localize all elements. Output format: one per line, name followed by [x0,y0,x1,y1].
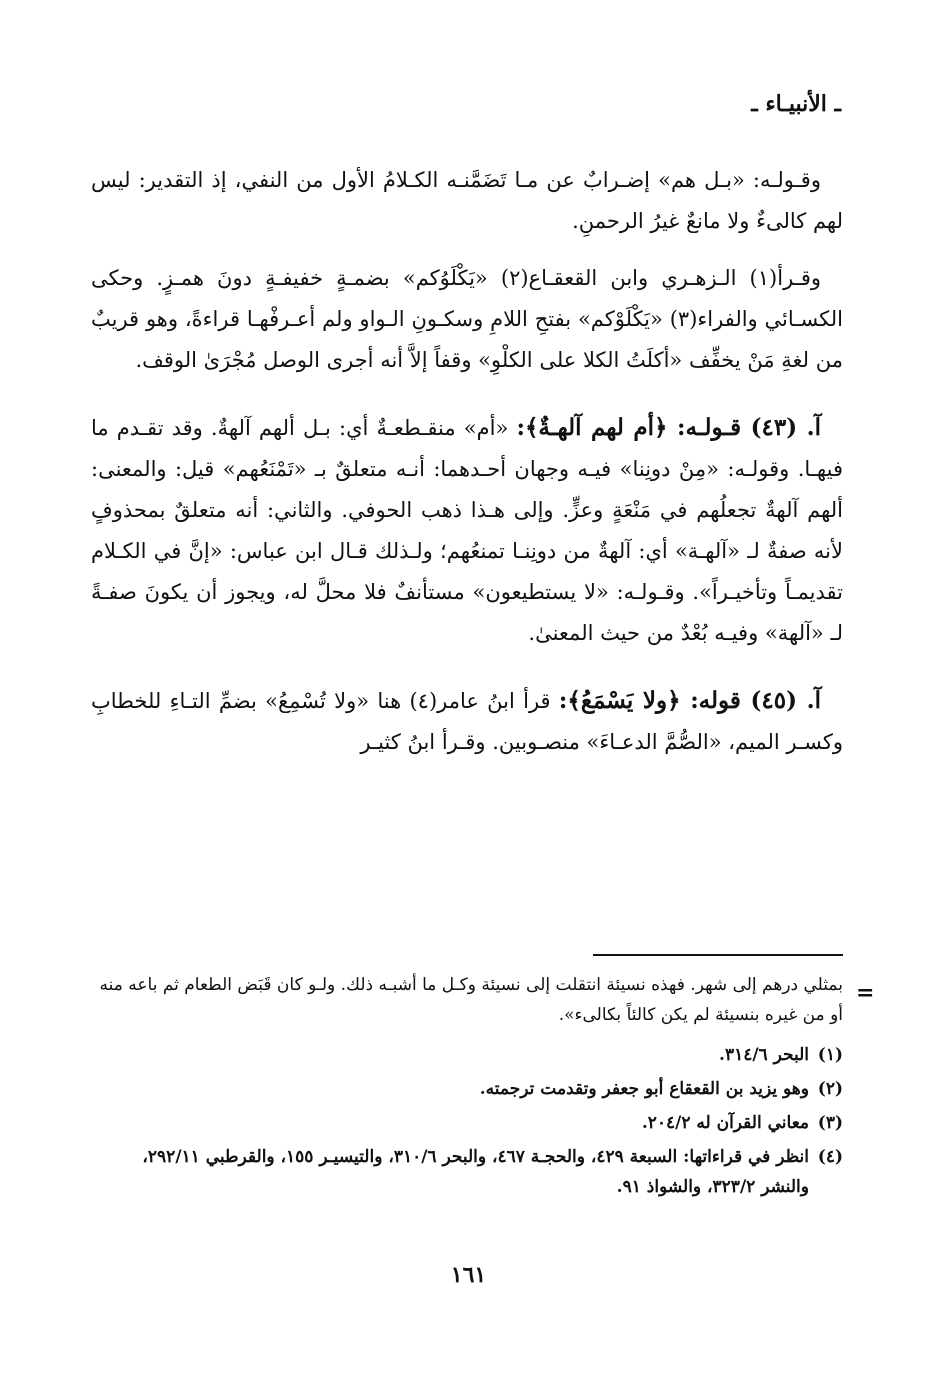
verse-commentary-text: قرأ ابنُ عامر(٤) هنا «ولا تُسْمِعُ» بضمِّ التـاءِ للخطابِ وكسـر الميم، «الصُّمَّ الدعـاءَ» منصـوبين. وقـرأ ابنُ كثيـر [91,689,843,754]
footnote-number: (٤) [817,1147,843,1167]
paragraph: وقـرأ(١) الـزهـري وابن القعقـاع(٢) «يَكْلَوُكم» بضمـةٍ خفيفـةٍ دونَ همـزٍ. وحكى الكسـائي والفراء(٣) «يَكْلَوْكم» بفتحِ اللامِ وسكـونِ الـواو ولم أعـرفْهـا قراءةً، وهو قريبٌ من لغةِ مَنْ يخفِّف «أكلَتُ الكلا على الكلْوِ» وقفاً إلاَّ أنه أجرى الوصل مُجْرَىٰ الوقف. [91,266,844,372]
verse-commentary-text: «أم» منقـطعـةٌ أي: بـل ألهم آلهةٌ. وقد تقـدم ما فيهـا. وقولـه: «مِنْ دونِنا» فيـه وجهان أحـدهما: أنـه متعلقٌ بـ «تَمْنَعُهم» قيل: والمعنى: ألهم آلهةٌ تجعلُهم في مَنْعَةٍ وعزٍّ. وإلى هـذا ذهب الحوفي. والثاني: أنه متعلقٌ بمحذوفٍ لأنه صفةٌ لـ «آلهـة» أي: آلهةٌ من دونِنـا تمنعُهم؛ ولـذلك قـال ابن عباس: «إنَّ في الكـلام تقديمـاً وتأخيـراً». وقـولـه: «لا يستطيعون» مستأنفٌ فلا محلَّ له، ويجوز أن يكونَ صفـةً لـ «آلهة» وفيـه بُعْدٌ من حيث المعنىٰ. [91,416,843,645]
footnote-separator [593,954,843,956]
footnote [98,1108,843,1138]
running-title: ـ الأنبيـاء ـ [751,91,841,117]
verse-commentary-43 [91,407,843,654]
main-text [91,160,843,779]
page-number: ١٦١ [450,1262,487,1288]
footnotes [98,970,843,1206]
footnote-text: انظر في قراءاتها: السبعة ٤٢٩، والحجـة ٤٦٧، والبحر ٣١٠/٦، والتيسيـر ١٥٥، والقرطبي ٢٩٢/١١، والنشر ٣٢٣/٢، والشواذ ٩١. [142,1147,809,1197]
continuation-mark: = [856,980,875,1006]
footnote [98,1142,843,1202]
paragraph: وقـولـه: «بـل هم» إضـرابٌ عن مـا تَضَمَّنـه الكـلامُ الأول من النفي، إذ التقدير: ليس لهم كالىءٌ ولا مانعٌ غيرُ الرحمنِ. [91,168,843,233]
footnote [98,1040,843,1070]
footnote-continuation: بمثلي درهم إلى شهر. فهذه نسيئة انتقلت إلى نسيئة وكـل ما أشبـه ذلك. ولـو كان قَبَض الطعام ثم باعه منه أو من غيره بنسيئة لم يكن كالئاً بكالىء». [99,975,843,1025]
verse-commentary-45 [91,680,843,763]
verse-reference: آ. (٤٥) قوله: ﴿ولا يَسْمَعُ﴾: [558,687,821,714]
verse-reference: آ. (٤٣) قـولـه: ﴿أم لهم آلهـةٌ﴾: [516,414,821,441]
footnote-number: (٢) [817,1079,843,1099]
footnote-text: وهو يزيد بن القعقاع أبو جعفر وتقدمت ترجمته. [479,1079,809,1099]
footnote-number: (٣) [817,1113,843,1133]
footnote-text: البحر ٣١٤/٦. [719,1045,809,1065]
footnote [98,1074,843,1104]
footnote-text: معاني القرآن له ٢٠٤/٢. [641,1113,809,1133]
footnote-number: (١) [817,1045,843,1065]
